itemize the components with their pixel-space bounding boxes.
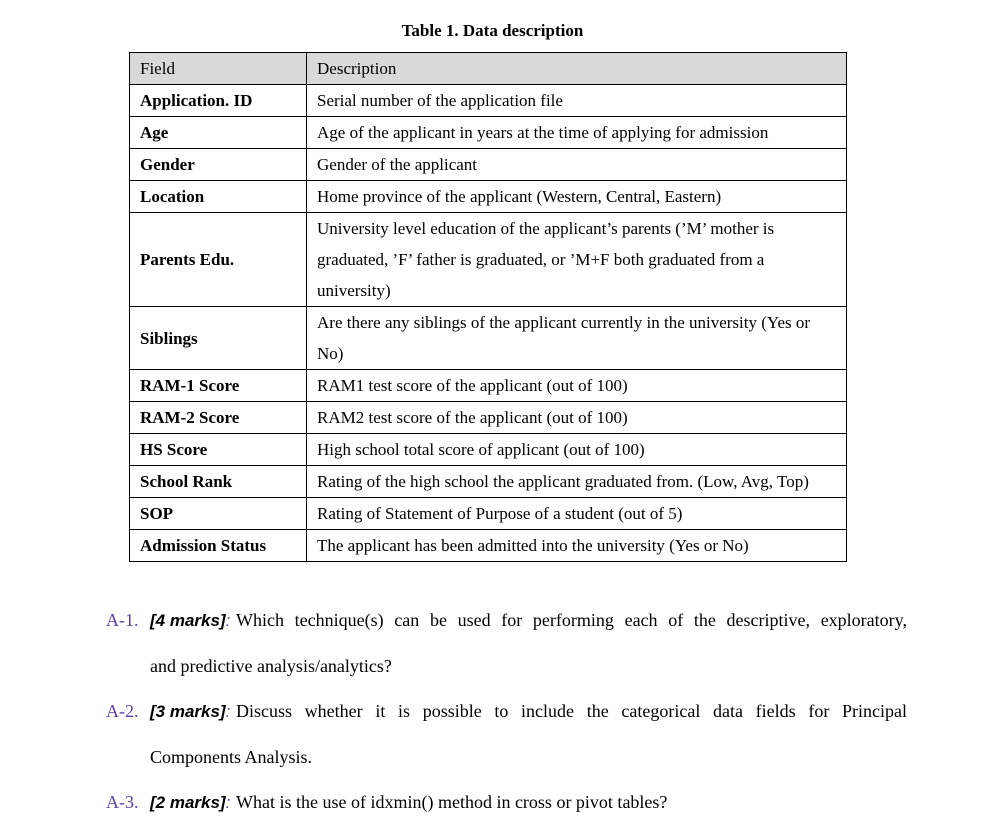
row-description: University level education of the applicant’s parents (’M’ mother is graduated, ’F’ father is graduated, or ’M+F both graduated from a university) <box>307 213 847 307</box>
marks-colon: : <box>225 611 231 630</box>
row-field: SOP <box>130 498 307 530</box>
table-row <box>130 85 847 117</box>
row-field: Gender <box>130 149 307 181</box>
table-row <box>130 117 847 149</box>
row-description: Home province of the applicant (Western, Central, Eastern) <box>307 181 847 213</box>
row-field: RAM-1 Score <box>130 370 307 402</box>
row-field: RAM-2 Score <box>130 402 307 434</box>
question-marks <box>150 793 230 813</box>
header-description: Description <box>307 53 847 85</box>
table-row <box>130 402 847 434</box>
row-description: Gender of the applicant <box>307 149 847 181</box>
table-row <box>130 498 847 530</box>
row-description: RAM2 test score of the applicant (out of 100) <box>307 402 847 434</box>
row-field: School Rank <box>130 466 307 498</box>
question-marks <box>150 611 230 631</box>
row-description: High school total score of applicant (out of 100) <box>307 434 847 466</box>
table-row <box>130 370 847 402</box>
row-description: RAM1 test score of the applicant (out of 100) <box>307 370 847 402</box>
question-number: A-2. <box>106 701 139 721</box>
question-text-line1: Which technique(s) can be used for performing each of the descriptive, exploratory, <box>236 610 907 630</box>
row-field: Parents Edu. <box>130 213 307 307</box>
marks-colon: : <box>225 793 231 812</box>
row-field: Admission Status <box>130 530 307 562</box>
table-row <box>130 434 847 466</box>
question-text-line1: What is the use of idxmin() method in cross or pivot tables? <box>236 792 668 812</box>
row-description: Serial number of the application file <box>307 85 847 117</box>
header-field: Field <box>130 53 307 85</box>
row-field: HS Score <box>130 434 307 466</box>
table-row <box>130 307 847 370</box>
marks-text: [3 marks] <box>150 702 226 721</box>
row-field: Location <box>130 181 307 213</box>
row-description: Rating of Statement of Purpose of a student (out of 5) <box>307 498 847 530</box>
table-row <box>130 181 847 213</box>
question-text-line1: Discuss whether it is possible to include the categorical data fields for Principal <box>236 701 907 721</box>
table-row <box>130 530 847 562</box>
row-description: Are there any siblings of the applicant currently in the university (Yes or No) <box>307 307 847 370</box>
table-row <box>130 213 847 307</box>
row-description: Rating of the high school the applicant graduated from. (Low, Avg, Top) <box>307 466 847 498</box>
table-caption: Table 1. Data description <box>401 21 584 40</box>
question-marks <box>150 702 230 722</box>
row-field: Age <box>130 117 307 149</box>
marks-colon: : <box>225 702 231 721</box>
row-field: Siblings <box>130 307 307 370</box>
table-row <box>130 149 847 181</box>
data-description-table <box>129 52 847 562</box>
row-field: Application. ID <box>130 85 307 117</box>
row-description: The applicant has been admitted into the university (Yes or No) <box>307 530 847 562</box>
table-header-row <box>130 53 847 85</box>
question-number: A-3. <box>106 792 139 812</box>
question-text-line2: and predictive analysis/analytics? <box>150 656 392 676</box>
marks-text: [2 marks] <box>150 793 226 812</box>
table-row <box>130 466 847 498</box>
question-text-line2: Components Analysis. <box>150 747 313 767</box>
row-description: Age of the applicant in years at the time of applying for admission <box>307 117 847 149</box>
marks-text: [4 marks] <box>150 611 226 630</box>
question-number: A-1. <box>106 610 139 630</box>
